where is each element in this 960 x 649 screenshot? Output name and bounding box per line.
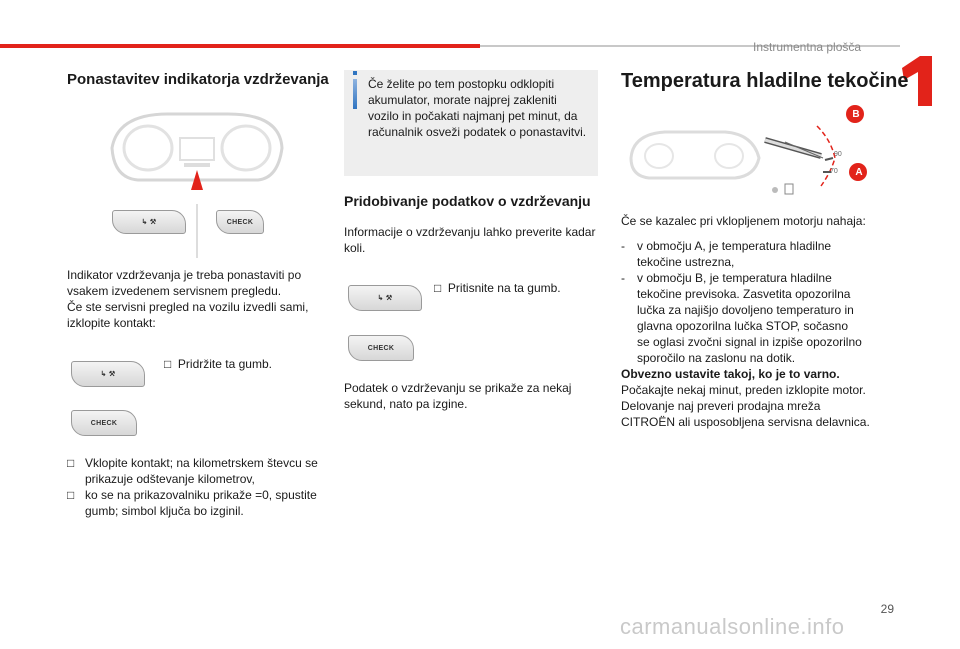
check-button-illustration — [348, 335, 414, 361]
step-press-text: Pritisnite na ta gumb. — [447, 281, 561, 295]
check-button-label: CHECK — [90, 419, 118, 427]
section-title: Instrumentna plošča — [753, 40, 862, 54]
maintenance-info-title: Pridobivanje podatkov o vzdrževanju — [344, 193, 591, 209]
info-box — [344, 70, 598, 176]
coolant-line: v območju A, je temperatura hladilne — [637, 239, 832, 253]
info-icon — [353, 79, 357, 109]
bullet-line: ko se na prikazovalniku prikaže =0, spustite — [85, 488, 317, 502]
middle-intro-line: koli. — [344, 241, 366, 255]
left-bullets — [67, 455, 342, 519]
watermark: carmanualsonline.info — [620, 614, 845, 639]
coolant-outro-line: CITROËN ali usposobljena servisna delavnica. — [621, 415, 870, 429]
bullet-mark: □ — [164, 357, 172, 371]
coolant-line: tekočine ustrezna, — [637, 255, 735, 269]
coolant-outro-line: Delovanje naj preveri prodajna mreža — [621, 399, 821, 413]
coolant-line: tekočine previsoka. Zasvetita opozorilna — [637, 287, 851, 301]
info-line: akumulator, morate najprej zakleniti — [368, 93, 557, 107]
middle-result — [344, 380, 600, 412]
check-button-illustration — [216, 210, 264, 234]
step-hold — [164, 356, 272, 372]
coolant-line: glavna opozorilna lučka STOP, sočasno — [637, 319, 849, 333]
middle-result-line: sekund, nato pa izgine. — [344, 397, 468, 411]
step-hold-text: Pridržite ta gumb. — [177, 357, 272, 371]
middle-intro-line: Informacije o vzdrževanju lahko preverite kadar — [344, 225, 596, 239]
bullet-mark: □ — [67, 456, 75, 470]
gauge-tick-70: 70 — [830, 168, 838, 175]
left-intro-line: vsakem izvedenem servisnem pregledu. — [67, 284, 282, 298]
coolant-item — [621, 270, 911, 366]
coolant-line: lučka za najišjo dovoljeno temperaturo in — [637, 303, 854, 317]
coolant-intro: Če se kazalec pri vklopljenem motorju nahaja: — [621, 214, 866, 228]
gauge-label-b: B — [852, 109, 860, 120]
maintenance-reset-title: Ponastavitev indikatorja vzdrževanja — [67, 71, 329, 88]
step-press — [434, 280, 561, 296]
middle-intro — [344, 224, 600, 256]
dash-mark: - — [621, 239, 625, 253]
left-intro-line: izklopite kontakt: — [67, 316, 156, 330]
bullet-mark: □ — [67, 488, 75, 502]
bullet-line: Vklopite kontakt; na kilometrskem števcu se — [85, 456, 318, 470]
header-accent-bar — [0, 44, 480, 48]
coolant-gauge-illustration — [625, 100, 875, 200]
info-line: računalnik osveži podatek o ponastavitvi. — [368, 125, 587, 139]
left-intro-line: Indikator vzdrževanja je treba ponastaviti po — [67, 268, 302, 282]
dash-mark: - — [621, 271, 625, 285]
info-line: Če želite po tem postopku odklopiti — [368, 77, 555, 91]
left-intro — [67, 267, 337, 331]
left-intro-line: Če ste servisni pregled na vozilu izvedli sami, — [67, 300, 309, 314]
coolant-temperature-title: Temperatura hladilne tekočine — [621, 70, 909, 92]
maintenance-button-illustration: ↳ ⚒ — [348, 285, 422, 311]
coolant-line: v območju B, je temperatura hladilne — [637, 271, 832, 285]
info-text — [368, 76, 596, 140]
middle-result-line: Podatek o vzdrževanju se prikaže za nekaj — [344, 381, 572, 395]
bullet-line: gumb; simbol ključa bo izginil. — [85, 504, 244, 518]
instrument-panel-illustration — [108, 108, 286, 258]
gauge-tick-90: 90 — [834, 151, 842, 158]
bullet-line: prikazuje odštevanje kilometrov, — [85, 472, 255, 486]
bullet-item — [67, 455, 342, 487]
bullet-item — [67, 487, 342, 519]
maintenance-button-illustration: ↳ ⚒ — [71, 361, 145, 387]
coolant-item — [621, 238, 911, 270]
page-number: 29 — [880, 602, 894, 616]
info-line: vozilo in počakati najmanj pet minut, da — [368, 109, 578, 123]
coolant-line: se oglasi zvočni signal in izpiše opozorilno — [637, 335, 862, 349]
bullet-mark: □ — [434, 281, 442, 295]
info-icon-dot — [353, 71, 357, 75]
coolant-line: sporočilo na zaslonu na dotik. — [637, 351, 796, 365]
maintenance-button-illustration: ↳ ⚒ — [112, 210, 186, 234]
check-button-label: CHECK — [367, 344, 395, 352]
check-button-label: CHECK — [226, 218, 254, 226]
check-button-illustration — [71, 410, 137, 436]
coolant-outro-line: Počakajte nekaj minut, preden izklopite motor. — [621, 383, 866, 397]
gauge-label-a: A — [855, 167, 863, 178]
coolant-items — [621, 238, 911, 430]
coolant-warning: Obvezno ustavite takoj, ko je to varno. — [621, 367, 840, 381]
